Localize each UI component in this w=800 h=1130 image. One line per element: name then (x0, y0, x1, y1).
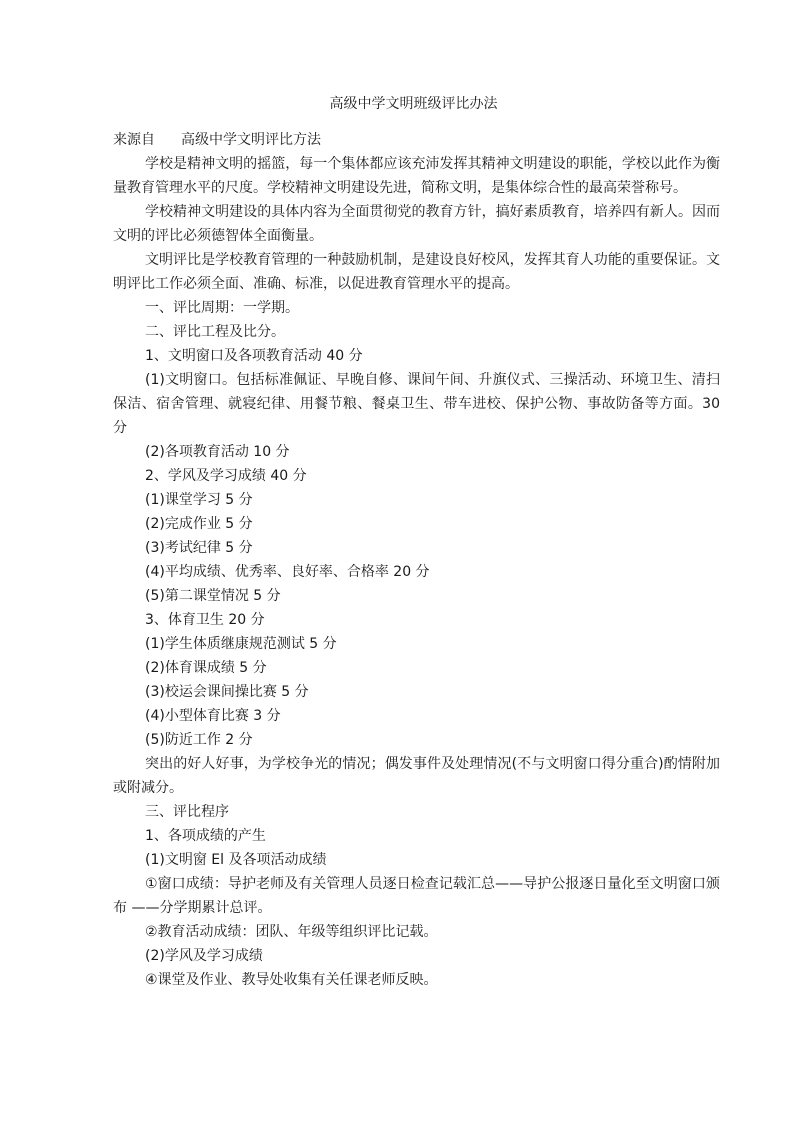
list-item: ②教育活动成绩：团队、年级等组织评比记载。 (145, 924, 438, 940)
list-item: (2)学风及学习成绩 (145, 948, 263, 964)
list-item: (4)平均成绩、优秀率、良好率、合格率 20 分 (145, 564, 430, 580)
document-body (113, 152, 720, 992)
source-title: 高级中学文明评比方法 (181, 132, 321, 148)
list-item: (1)课堂学习 5 分 (145, 492, 253, 508)
list-item: (2)完成作业 5 分 (145, 516, 253, 532)
list-item: (2)体育课成绩 5 分 (145, 660, 267, 676)
paragraph: 文明评比是学校教育管理的一种鼓励机制，是建设良好校风，发挥其育人功能的重要保证。文明评比工作必须全面、准确、标准，以促进教育管理水平的提高。 (113, 252, 720, 292)
list-item: (5)防近工作 2 分 (145, 732, 253, 748)
section-heading: 三、评比程序 (145, 804, 229, 820)
list-item: (3)考试纪律 5 分 (145, 540, 253, 556)
list-item: (2)各项教育活动 10 分 (145, 444, 290, 460)
list-item: (5)第二课堂情况 5 分 (145, 588, 281, 604)
document-title: 高级中学文明班级评比办法 (329, 96, 498, 112)
section-heading: 二、评比工程及比分。 (145, 324, 285, 340)
list-item: (3)校运会课间操比赛 5 分 (145, 684, 309, 700)
source-label: 来源自 (113, 132, 155, 148)
list-item: (1)文明窗 El 及各项活动成绩 (145, 852, 327, 868)
paragraph: 学校是精神文明的摇篮，每一个集体都应该充沛发挥其精神文明建设的职能，学校以此作为衡量教育管理水平的尺度。学校精神文明建设先进，简称文明，是集体综合性的最高荣誉称号。 (113, 156, 720, 196)
list-item: (1)文明窗口。包括标准佩证、早晚自修、课间午间、升旗仪式、三操活动、环境卫生、清扫保洁、宿舍管理、就寝纪律、用餐节粮、餐桌卫生、带车进校、保护公物、事故防备等方面。30 分 (113, 372, 720, 436)
list-item: 3、体育卫生 20 分 (145, 612, 265, 628)
list-item: (4)小型体育比赛 3 分 (145, 708, 281, 724)
paragraph: 学校精神文明建设的具体内容为全面贯彻党的教育方针，搞好素质教育，培养四有新人。因而文明的评比必须德智体全面衡量。 (113, 204, 720, 244)
list-item: ①窗口成绩：导护老师及有关管理人员逐日检查记载汇总——导护公报逐日量化至文明窗口颁布 ——分学期累计总评。 (113, 876, 720, 916)
list-item: 2、学风及学习成绩 40 分 (145, 468, 307, 484)
list-item: ④课堂及作业、教导处收集有关任课老师反映。 (145, 972, 438, 988)
list-item: (1)学生体质继康规范测试 5 分 (145, 636, 337, 652)
section-heading: 一、评比周期：一学期。 (145, 300, 299, 316)
list-item: 1、各项成绩的产生 (145, 828, 266, 844)
paragraph: 突出的好人好事，为学校争光的情况；偶发事件及处理情况(不与文明窗口得分重合)酌情附加或附减分。 (113, 756, 720, 796)
source-line (113, 128, 720, 152)
list-item: 1、文明窗口及各项教育活动 40 分 (145, 348, 363, 364)
